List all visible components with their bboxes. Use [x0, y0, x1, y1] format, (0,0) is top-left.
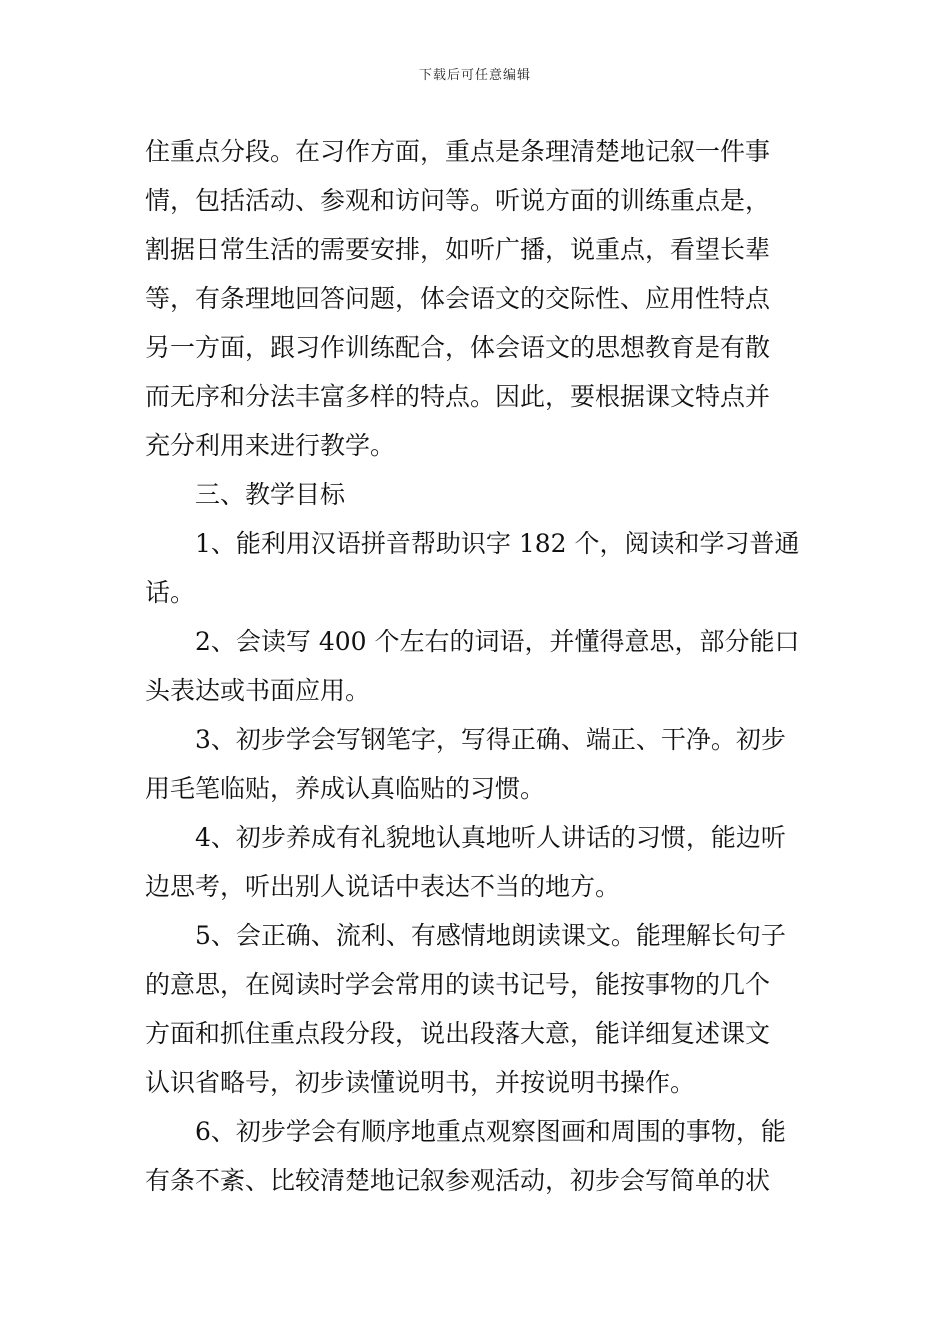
- text-line: 另一方面，跟习作训练配合，体会语文的思想教育是有散: [145, 333, 771, 362]
- text-line: 话。: [145, 578, 196, 607]
- text-line: 5、会正确、流利、有感情地朗读课文。能理解长句子: [195, 921, 786, 950]
- text-line: 有条不紊、比较清楚地记叙参观活动，初步会写简单的状: [145, 1166, 771, 1195]
- text-line: 3、初步学会写钢笔字，写得正确、端正、干净。初步: [195, 725, 786, 754]
- document-body: [145, 127, 807, 1205]
- text-line: 的意思，在阅读时学会常用的读书记号，能按事物的几个: [145, 970, 771, 999]
- page-header: 下载后可任意编辑: [418, 68, 531, 83]
- text-line: 方面和抓住重点段分段，说出段落大意，能详细复述课文: [145, 1019, 771, 1048]
- text-line: 情，包括活动、参观和访问等。听说方面的训练重点是，: [145, 186, 771, 215]
- text-line: 充分利用来进行教学。: [145, 431, 396, 460]
- text-line: 1、能利用汉语拼音帮助识字 182 个，阅读和学习普通: [195, 529, 800, 558]
- text-line: 而无序和分法丰富多样的特点。因此，要根据课文特点并: [145, 382, 771, 411]
- text-line: 4、初步养成有礼貌地认真地听人讲话的习惯，能边听: [195, 823, 786, 852]
- text-line: 6、初步学会有顺序地重点观察图画和周围的事物，能: [195, 1117, 786, 1146]
- text-line: 头表达或书面应用。: [145, 676, 371, 705]
- text-line: 认识省略号，初步读懂说明书，并按说明书操作。: [145, 1068, 696, 1097]
- text-line: 住重点分段。在习作方面，重点是条理清楚地记叙一件事: [145, 137, 771, 166]
- text-line: 用毛笔临贴，养成认真临贴的习惯。: [145, 774, 546, 803]
- text-line: 2、会读写 400 个左右的词语，并懂得意思，部分能口: [195, 627, 800, 656]
- text-line: 割据日常生活的需要安排，如听广播，说重点，看望长辈: [145, 235, 771, 264]
- text-line: 边思考，听出别人说话中表达不当的地方。: [145, 872, 621, 901]
- section-heading: 三、教学目标: [195, 480, 346, 509]
- text-line: 等，有条理地回答问题，体会语文的交际性、应用性特点: [145, 284, 771, 313]
